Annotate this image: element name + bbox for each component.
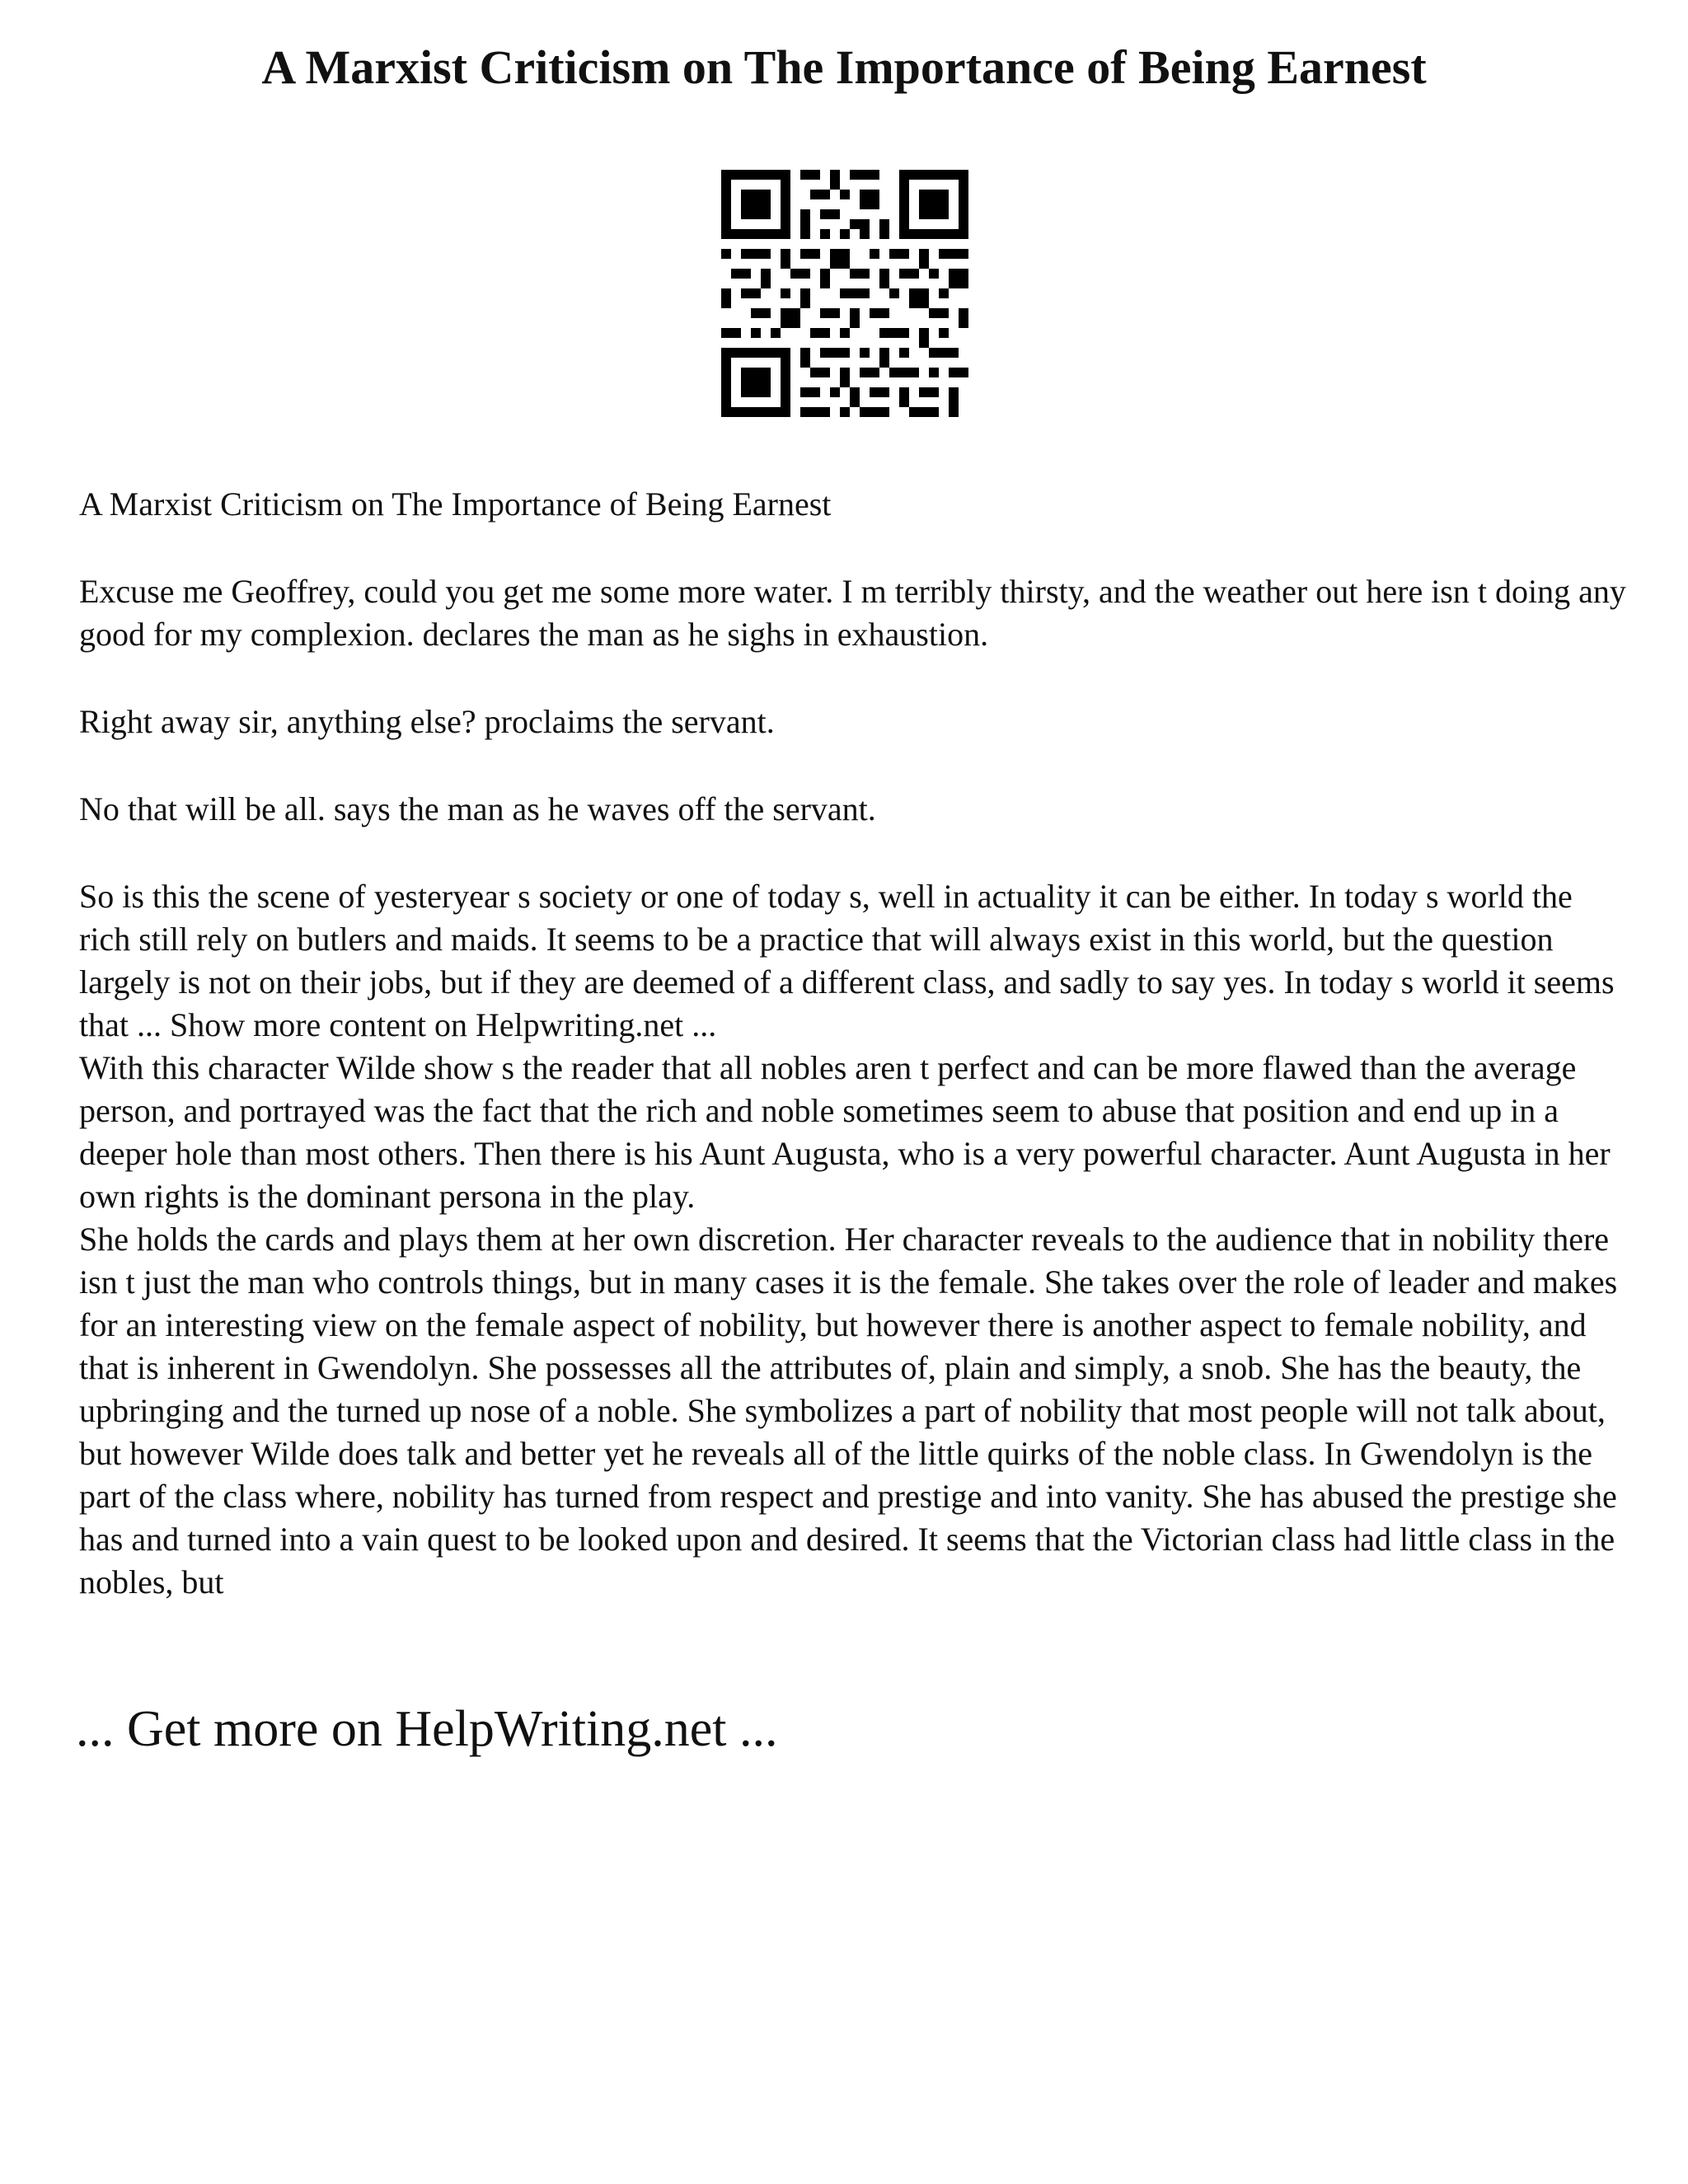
paragraph: Excuse me Geoffrey, could you get me some more water. I m terribly thirsty, and the weather out here isn t doing any good for my complexion. declares the man as he sighs in exhaustion. xyxy=(79,573,1626,653)
paragraph: She holds the cards and plays them at her own discretion. Her character reveals to the audience that in nobility there isn t just the man who controls things, but in many cases it is the female. She takes over the role of leader and makes for an interesting view on the female aspect of nobility, but however there is another aspect to female nobility, and that is inherent in Gwendolyn. She possesses all the attributes of, plain and simply, a snob. She has the beauty, the upbringing and the turned up nose of a noble. She symbolizes a part of nobility that most people will not talk about, but however Wilde does talk and better yet he reveals all of the little quirks of the noble class. In Gwendolyn is the part of the class where, nobility has turned from respect and prestige and into vanity. She has abused the prestige she has and turned into a vain quest to be looked upon and desired. It seems that the Victorian class had little class in the nobles, but xyxy=(79,1221,1618,1601)
qr-code-icon xyxy=(721,170,968,417)
body-heading: A Marxist Criticism on The Importance of Being Earnest xyxy=(79,485,832,523)
page-title: A Marxist Criticism on The Importance of Being Earnest xyxy=(261,40,1427,94)
get-more-link[interactable]: ... Get more on HelpWriting.net ... xyxy=(76,1701,778,1757)
paragraph: So is this the scene of yesteryear s society or one of today s, well in actuality it can be either. In today s world the rich still rely on butlers and maids. It seems to be a practice that will always exist in this world, but the question largely is not on their jobs, but if they are deemed of a different class, and sadly to say yes. In today s world it seems that ... Show more content on Helpwriting.net ... xyxy=(79,878,1615,1043)
document-body xyxy=(79,483,1629,1604)
paragraph: No that will be all. says the man as he waves off the servant. xyxy=(79,790,876,827)
paragraph: Right away sir, anything else? proclaims the servant. xyxy=(79,703,775,740)
paragraph: With this character Wilde show s the reader that all nobles aren t perfect and can be more flawed than the average person, and portrayed was the fact that the rich and noble sometimes seem to abuse that position and end up in a deeper hole than most others. Then there is his Aunt Augusta, who is a very powerful character. Aunt Augusta in her own rights is the dominant persona in the play. xyxy=(79,1049,1611,1215)
